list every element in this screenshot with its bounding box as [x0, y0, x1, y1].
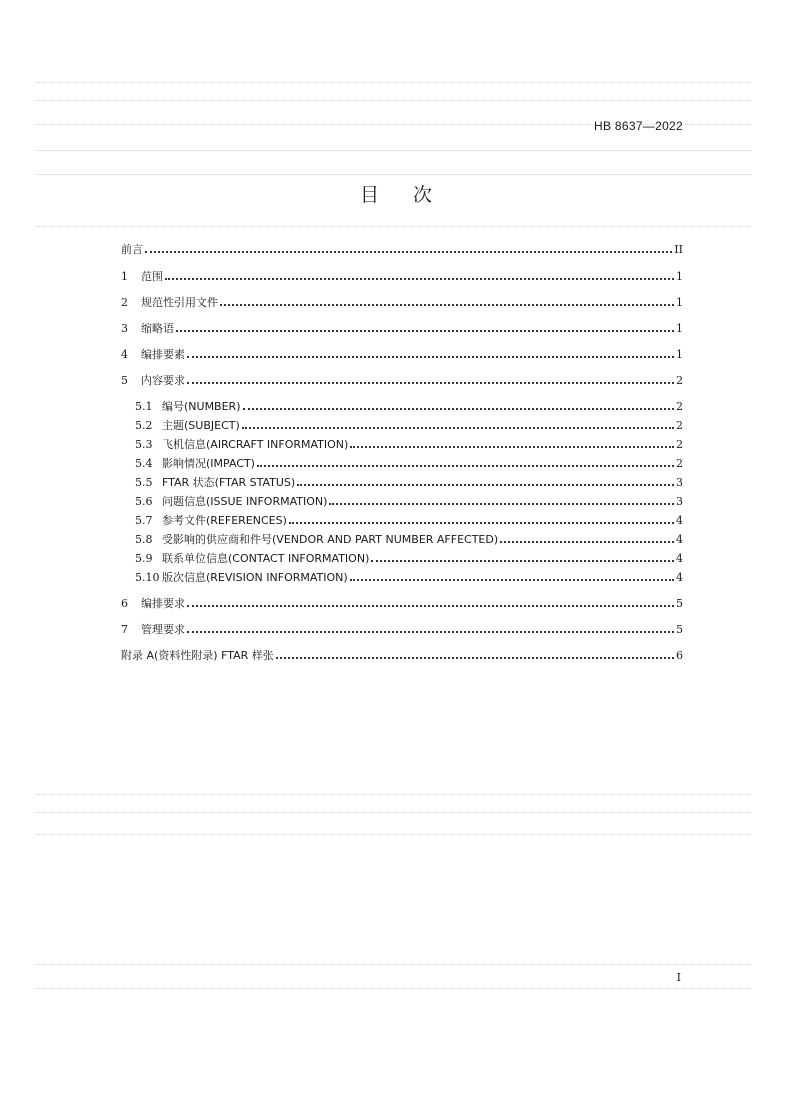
toc-dot-leader [242, 427, 674, 429]
toc-dot-leader [371, 560, 674, 562]
toc-entry-number: 7 [121, 623, 128, 636]
scan-noise [36, 812, 752, 813]
toc-entry-page: 2 [676, 438, 683, 451]
scan-noise [36, 82, 752, 83]
toc-entry-number: 5 [121, 374, 128, 387]
toc-entry-label: 参考文件(REFERENCES) [162, 514, 287, 527]
toc-entry[interactable] [121, 647, 683, 663]
toc-entry-number: 5.6 [135, 495, 153, 508]
toc-dot-leader [187, 356, 674, 358]
toc-entry-page: 1 [676, 270, 683, 283]
toc-entry-label: 编号(NUMBER) [162, 400, 241, 413]
toc-entry-label: 管理要求 [141, 623, 185, 636]
toc-entry-label: 范围 [141, 270, 163, 283]
toc-dot-leader [350, 579, 674, 581]
toc-entry-label: 飞机信息(AIRCRAFT INFORMATION) [162, 438, 349, 451]
toc-entry-label: 版次信息(REVISION INFORMATION) [162, 571, 348, 584]
toc-entry-number: 2 [121, 296, 128, 309]
toc-entry[interactable] [135, 512, 683, 528]
toc-entry-page: 3 [676, 495, 683, 508]
toc-entry[interactable] [135, 569, 683, 585]
toc-dot-leader [187, 382, 674, 384]
toc-dot-leader [257, 465, 674, 467]
scan-noise [36, 174, 752, 175]
toc-entry-label: 编排要求 [141, 597, 185, 610]
toc-entry-number: 5.3 [135, 438, 153, 451]
toc-entry-page: 2 [676, 400, 683, 413]
scan-noise [36, 794, 752, 795]
toc-entry[interactable] [121, 294, 683, 310]
toc-entry-label: 影响情况(IMPACT) [162, 457, 255, 470]
toc-entry[interactable] [121, 241, 683, 257]
toc-dot-leader [176, 330, 674, 332]
scan-noise [36, 834, 752, 835]
toc-entry-page: 1 [676, 322, 683, 335]
toc-dot-leader [289, 522, 674, 524]
toc-entry[interactable] [135, 417, 683, 433]
toc-entry-page: 3 [676, 476, 683, 489]
toc-entry-label: 联系单位信息(CONTACT INFORMATION) [162, 552, 370, 565]
toc-entry[interactable] [135, 550, 683, 566]
scan-noise [36, 226, 752, 227]
toc-entry-number: 5.9 [135, 552, 153, 565]
toc-dot-leader [276, 657, 674, 659]
toc-entry-label: 前言 [121, 243, 143, 256]
toc-entry-label: 内容要求 [141, 374, 185, 387]
page-number: I [676, 971, 681, 984]
toc-entry-page: 4 [676, 514, 683, 527]
toc-dot-leader [187, 605, 674, 607]
toc-entry[interactable] [121, 346, 683, 362]
toc-dot-leader [187, 631, 674, 633]
toc-entry[interactable] [121, 268, 683, 284]
toc-entry-page: 2 [676, 457, 683, 470]
toc-entry[interactable] [121, 320, 683, 336]
standard-number: HB 8637—2022 [594, 119, 683, 133]
toc-entry-page: 4 [676, 571, 683, 584]
toc-entry[interactable] [135, 474, 683, 490]
toc-entry-label: 问题信息(ISSUE INFORMATION) [162, 495, 328, 508]
toc-entry-number: 5.10 [135, 571, 160, 584]
toc-entry-number: 5.5 [135, 476, 153, 489]
toc-dot-leader [329, 503, 674, 505]
toc-dot-leader [350, 446, 674, 448]
toc-entry[interactable] [135, 398, 683, 414]
toc-entry[interactable] [121, 595, 683, 611]
toc-entry[interactable] [135, 531, 683, 547]
toc-entry-label: 受影响的供应商和件号(VENDOR AND PART NUMBER AFFECTED) [162, 533, 499, 546]
toc-entry-label: 附录 A(资料性附录) FTAR 样张 [121, 649, 274, 662]
toc-entry-number: 4 [121, 348, 128, 361]
toc-entry-number: 5.2 [135, 419, 153, 432]
toc-entry-page: 2 [676, 419, 683, 432]
page-title: 目次 [359, 184, 466, 206]
toc-dot-leader [145, 251, 672, 253]
toc-entry-page: 2 [676, 374, 683, 387]
toc-dot-leader [165, 278, 674, 280]
toc-entry[interactable] [135, 436, 683, 452]
scan-noise [36, 964, 752, 965]
toc-entry-page: 1 [676, 296, 683, 309]
toc-entry-page: 4 [676, 533, 683, 546]
toc-entry[interactable] [121, 372, 683, 388]
toc-entry-number: 5.4 [135, 457, 153, 470]
toc-entry-page: 1 [676, 348, 683, 361]
toc-entry-label: 主题(SUBJECT) [162, 419, 240, 432]
toc-dot-leader [243, 408, 675, 410]
scan-noise [36, 150, 752, 151]
scan-noise [36, 988, 752, 989]
toc-dot-leader [297, 484, 674, 486]
toc-entry-number: 6 [121, 597, 128, 610]
toc-entry[interactable] [121, 621, 683, 637]
toc-entry-number: 3 [121, 322, 128, 335]
toc-entry-page: II [674, 243, 683, 256]
toc-entry-page: 4 [676, 552, 683, 565]
toc-entry-label: 规范性引用文件 [141, 296, 218, 309]
toc-entry-number: 5.8 [135, 533, 153, 546]
toc-entry-number: 5.1 [135, 400, 153, 413]
toc-entry-label: FTAR 状态(FTAR STATUS) [162, 476, 296, 489]
toc-entry-page: 5 [676, 597, 683, 610]
scan-noise [36, 100, 752, 101]
toc-dot-leader [220, 304, 674, 306]
toc-dot-leader [500, 541, 674, 543]
toc-entry-label: 编排要素 [141, 348, 185, 361]
toc-entry-page: 6 [676, 649, 683, 662]
toc-entry-label: 缩略语 [141, 322, 174, 335]
toc-entry-number: 5.7 [135, 514, 153, 527]
toc-entry-number: 1 [121, 270, 128, 283]
toc-entry[interactable] [135, 493, 683, 509]
toc-entry-page: 5 [676, 623, 683, 636]
toc-entry[interactable] [135, 455, 683, 471]
